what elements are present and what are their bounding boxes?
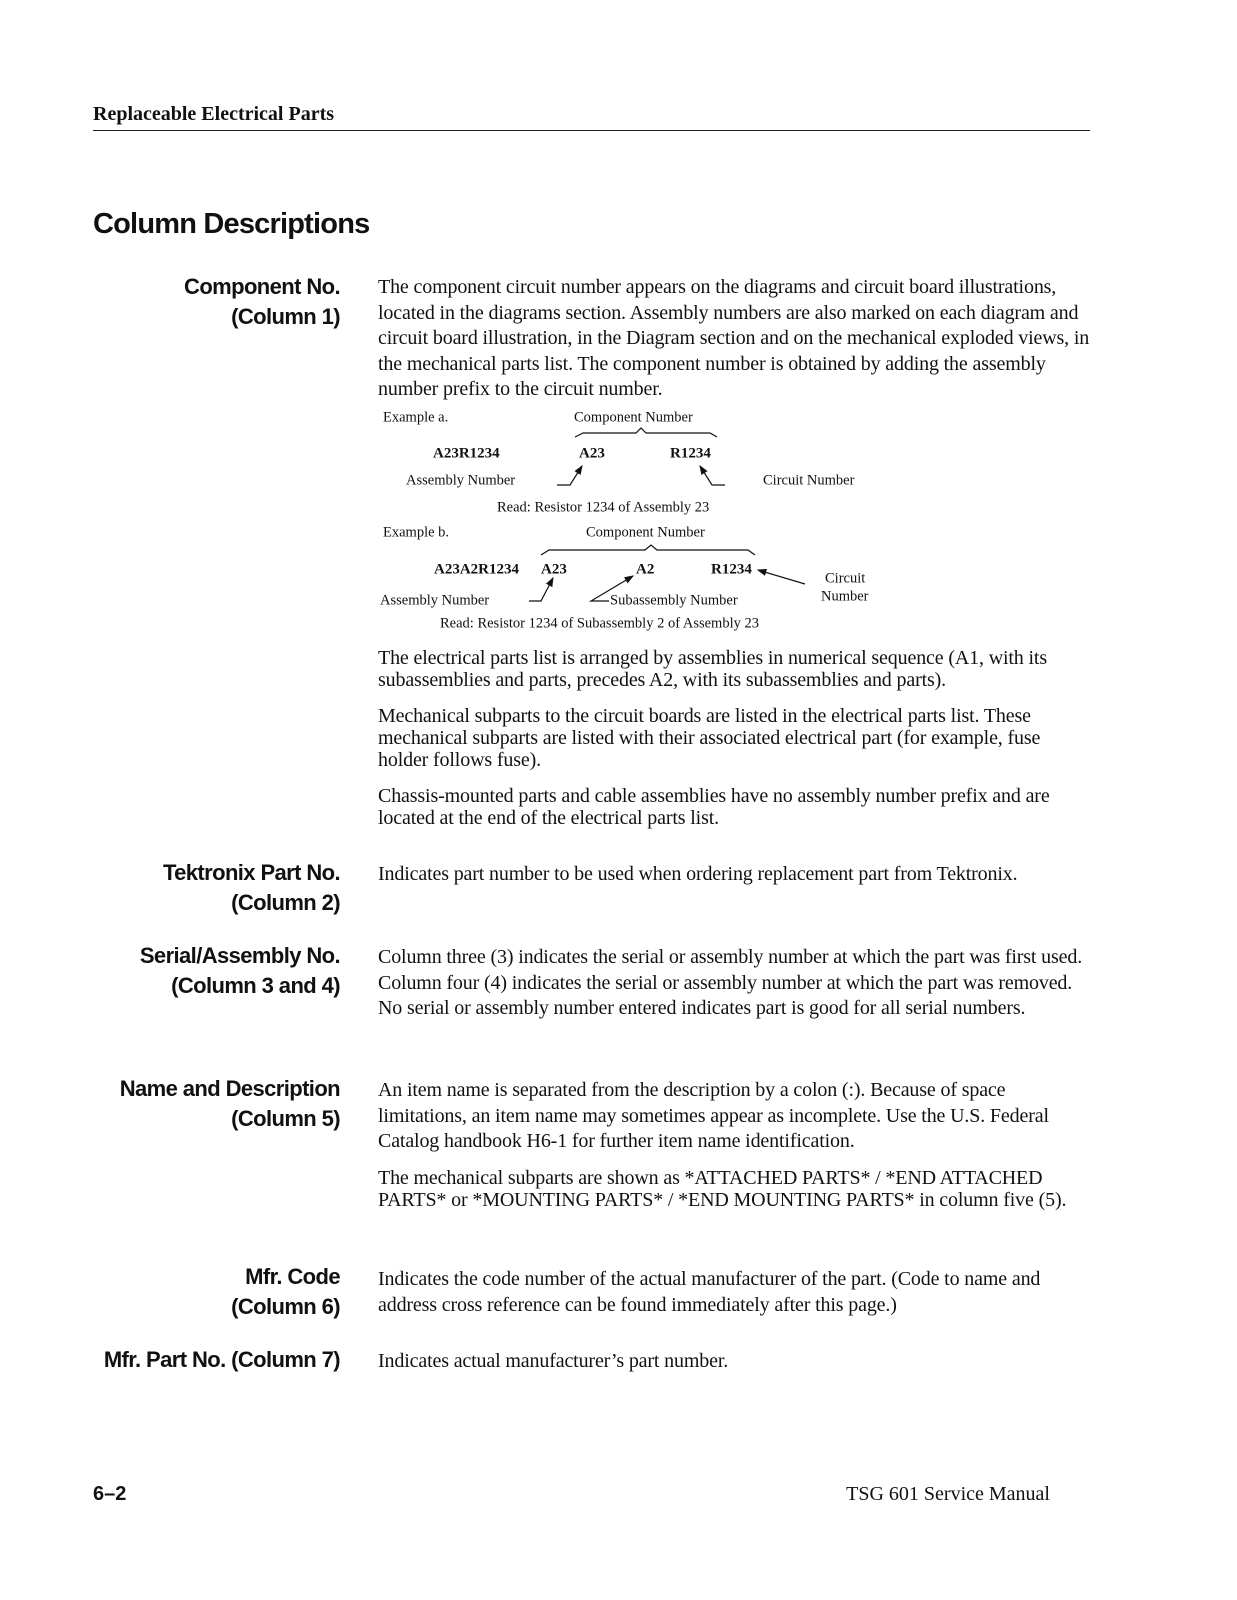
serial-assembly-label bbox=[140, 941, 340, 1001]
component-paragraph-2: The electrical parts list is arranged by assemblies in numerical sequence (A1, with its subassemblies and parts, precedes A2, with its subassemblies and parts). bbox=[378, 647, 1047, 691]
component-paragraph-4: Chassis-mounted parts and cable assemblies have no assembly number prefix and are located at the end of the electrical parts list. bbox=[378, 785, 1050, 829]
mfr-part-label bbox=[104, 1345, 340, 1375]
page-title: Column Descriptions bbox=[93, 208, 370, 240]
circuit-arrow-a bbox=[700, 466, 725, 485]
label-line: Mfr. Code bbox=[245, 1264, 340, 1289]
component-no-label bbox=[184, 272, 340, 332]
name-description-label bbox=[120, 1074, 340, 1134]
label-line: Component No. bbox=[184, 274, 340, 299]
tektronix-part-description: Indicates part number to be used when ordering replacement part from Tektronix. bbox=[378, 863, 1018, 885]
running-header: Replaceable Electrical Parts bbox=[93, 103, 335, 125]
label-line: (Column 2) bbox=[231, 890, 340, 915]
component-paragraph-3: Mechanical subparts to the circuit boards are listed in the electrical parts list. These mechanical subparts are listed with their associated electrical part (for example, fuse holder follows fuse). bbox=[378, 705, 1041, 771]
label-line: Tektronix Part No. bbox=[162, 860, 340, 885]
label-line: (Column 6) bbox=[231, 1294, 340, 1319]
label-line: (Column 5) bbox=[231, 1106, 340, 1131]
serial-assembly-description: Column three (3) indicates the serial or assembly number at which the part was first used. Column four (4) indicates the serial or assembly number at which the part was removed. No serial or assembly number entered indicates part is good for all serial numbers. bbox=[378, 946, 1083, 1019]
example-a-label: Example a. bbox=[383, 409, 449, 426]
example-b-assembly-label: Assembly Number bbox=[380, 592, 490, 609]
circuit-arrow-b bbox=[758, 570, 805, 584]
label-line: Serial/Assembly No. bbox=[139, 943, 340, 968]
example-b-circuit: R1234 bbox=[711, 561, 752, 578]
name-description-paragraph-1: An item name is separated from the description by a colon (:). Because of space limitations, an item name may sometimes appear as incomplete. Use the U.S. Federal Catalog handbook H6-1 for further item name identification. bbox=[378, 1079, 1049, 1152]
brace-a bbox=[575, 428, 717, 437]
example-b-circuit-label: Number bbox=[821, 588, 869, 605]
example-a-component-number: Component Number bbox=[574, 409, 693, 426]
tektronix-part-label bbox=[163, 858, 340, 918]
label-line: Name and Description bbox=[119, 1076, 340, 1101]
example-b-circuit-label: Circuit bbox=[825, 570, 866, 587]
example-b-component-number: Component Number bbox=[586, 524, 705, 541]
example-b-subassembly: A2 bbox=[636, 561, 655, 578]
brace-b bbox=[541, 545, 755, 555]
mfr-code-description: Indicates the code number of the actual manufacturer of the part. (Code to name and address cross reference can be found immediately after this page.) bbox=[378, 1268, 1041, 1316]
manual-title: TSG 601 Service Manual bbox=[846, 1483, 1050, 1505]
example-a-assembly: A23 bbox=[579, 445, 605, 462]
example-b-label: Example b. bbox=[383, 524, 450, 541]
example-a-read: Read: Resistor 1234 of Assembly 23 bbox=[497, 499, 710, 516]
example-a-circuit-label: Circuit Number bbox=[763, 472, 855, 489]
subassembly-arrow-b bbox=[591, 576, 633, 601]
example-b-subassembly-label: Subassembly Number bbox=[610, 592, 738, 609]
label-line: (Column 3 and 4) bbox=[171, 973, 340, 998]
example-b-read: Read: Resistor 1234 of Subassembly 2 of Assembly 23 bbox=[440, 615, 759, 632]
header-rule bbox=[93, 130, 1090, 131]
label-line: Mfr. Part No. (Column 7) bbox=[103, 1347, 340, 1372]
component-paragraph-1: The component circuit number appears on the diagrams and circuit board illustrations, located in the diagrams section. Assembly numbers are also marked on each diagram and circuit board illustration, in the Diagram section and on the mechanical exploded views, in the mechanical parts list. The component number is obtained by adding the assembly number prefix to the circuit number. bbox=[378, 276, 1090, 400]
example-a-full: A23R1234 bbox=[433, 445, 500, 462]
assembly-arrow-b bbox=[529, 578, 553, 601]
mfr-code-label bbox=[231, 1262, 340, 1322]
assembly-arrow-a bbox=[557, 466, 582, 485]
label-line: (Column 1) bbox=[231, 304, 340, 329]
page-number: 6–2 bbox=[93, 1483, 127, 1505]
name-description-paragraph-2: The mechanical subparts are shown as *ATTACHED PARTS* / *END ATTACHED PARTS* or *MOUNTING PARTS* / *END MOUNTING PARTS* in column five (5). bbox=[378, 1167, 1067, 1211]
example-a-circuit: R1234 bbox=[670, 445, 711, 462]
example-a-assembly-label: Assembly Number bbox=[406, 472, 516, 489]
example-b-assembly: A23 bbox=[541, 561, 567, 578]
example-b-full: A23A2R1234 bbox=[434, 561, 519, 578]
mfr-part-description: Indicates actual manufacturer’s part number. bbox=[378, 1350, 729, 1372]
